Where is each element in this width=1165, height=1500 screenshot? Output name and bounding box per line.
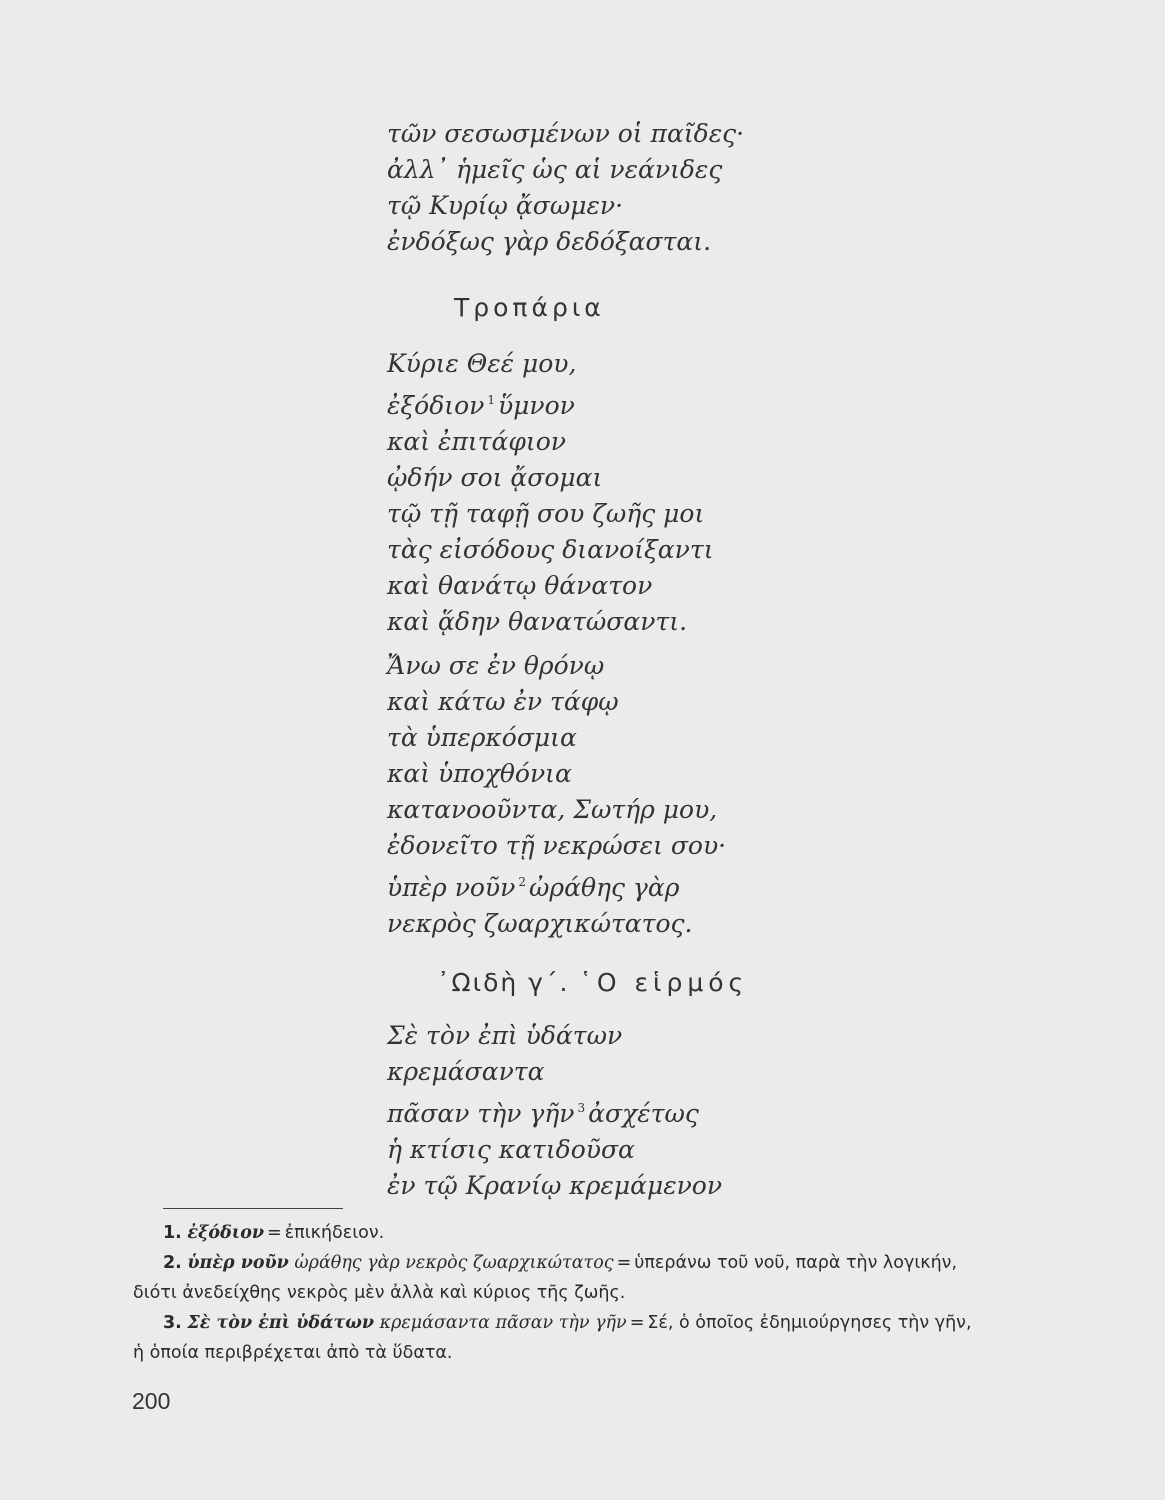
verse-line: ἐν τῷ Κρανίῳ κρεμάμενον	[387, 1171, 723, 1200]
footnote-divider	[163, 1208, 343, 1209]
verse-line: καὶ κάτω ἐν τάφῳ	[387, 687, 619, 716]
footnote-term: ἐξόδιον	[187, 1223, 265, 1243]
verse-word: πᾶσαν τὴν γῆν	[387, 1099, 575, 1128]
footnote-3	[133, 1308, 978, 1368]
verse-line	[387, 864, 887, 906]
footnote-term: Σὲ τὸν ἐπὶ ὑδάτων	[187, 1313, 375, 1333]
footnote-text: Σέ, ὁ ὁποῖος ἐδημιούργησες τὴν γῆν, ἡ ὁποία περιβρέχεται ἀπὸ τὰ ὕδατα.	[133, 1313, 972, 1363]
verse-line	[387, 1090, 887, 1132]
footnotes	[133, 1218, 978, 1368]
footnote-equals: =	[616, 1253, 632, 1273]
footnote-text: ὑπεράνω τοῦ νοῦ, παρὰ τὴν λογικήν, διότι ἀνεδείχθης νεκρὸς μὲν ἀλλὰ καὶ κύριος τῆς ζωῆς.	[133, 1253, 958, 1303]
verse-line: τῶν σεσωσμένων οἱ παῖδες·	[387, 119, 745, 148]
footnote-term-italic: κρεμάσαντα πᾶσαν τὴν γῆν	[379, 1313, 627, 1333]
footnote-number: 1.	[163, 1223, 182, 1243]
footnote-ref: 3	[577, 1101, 586, 1115]
verse-line: καὶ ᾅδην θανατώσαντι.	[387, 607, 688, 636]
ode-title: ᾿Ωιδὴ γ΄.	[437, 968, 570, 997]
verse-word: ὠράθης γὰρ	[528, 873, 680, 902]
verse-line: τὰς εἰσόδους διανοίξαντι	[387, 535, 714, 564]
verse-line: ἡ κτίσις κατιδοῦσα	[387, 1135, 635, 1164]
footnote-number: 2.	[163, 1253, 182, 1273]
irmos-stanza	[387, 1018, 887, 1204]
verse-line: ἀλλ᾽ ἡμεῖς ὡς αἱ νεάνιδες	[387, 155, 723, 184]
verse-word: ὕμνον	[497, 391, 575, 420]
verse-line: καὶ ἐπιτάφιον	[387, 427, 566, 456]
verse-line	[387, 382, 887, 424]
verse-word: ὑπὲρ νοῦν	[387, 873, 516, 902]
verse-line: Ἄνω σε ἐν θρόνῳ	[387, 651, 605, 680]
verse-line: τὰ ὑπερκόσμια	[387, 723, 577, 752]
footnote-term-italic: ὠράθης γὰρ νεκρὸς ζωαρχικώτατος	[294, 1253, 614, 1273]
footnote-equals: =	[267, 1223, 282, 1243]
verse-line: ἐδονεῖτο τῇ νεκρώσει σου·	[387, 831, 727, 860]
verse-line: ᾠδήν σοι ᾄσομαι	[387, 463, 603, 492]
verse-line: τῷ Κυρίῳ ᾄσωμεν·	[387, 191, 624, 220]
irmos-title: ῾Ο εἱρμός	[579, 968, 749, 997]
verse-line: κατανοοῦντα, Σωτήρ μου,	[387, 795, 718, 824]
stanza-1	[387, 116, 887, 260]
footnote-ref: 1	[487, 393, 495, 407]
verse-line: Κύριε Θεέ μου,	[387, 349, 577, 378]
section-heading-troparia: Τροπάρια	[454, 293, 605, 322]
verse-line: τῷ τῇ ταφῇ σου ζωῆς μοι	[387, 499, 705, 528]
section-heading-ode	[437, 968, 748, 997]
verse-line: Σὲ τὸν ἐπὶ ὑδάτων	[387, 1021, 623, 1050]
footnote-ref: 2	[518, 875, 526, 889]
verse-line: καὶ ὑποχθόνια	[387, 759, 572, 788]
troparion-stanza-b	[387, 648, 887, 942]
verse-line: ἐνδόξως γὰρ δεδόξασται.	[387, 227, 712, 256]
footnote-equals: =	[629, 1313, 645, 1333]
page-number: 200	[132, 1388, 171, 1414]
verse-line: νεκρὸς ζωαρχικώτατος.	[387, 909, 693, 938]
footnote-term: ὑπὲρ νοῦν	[187, 1253, 289, 1273]
footnote-text: ἐπικήδειον.	[284, 1223, 385, 1243]
troparion-stanza-a	[387, 346, 887, 640]
footnote-1	[133, 1218, 978, 1248]
verse-word: ἀσχέτως	[588, 1099, 699, 1128]
verse-line: κρεμάσαντα	[387, 1057, 545, 1086]
verse-line: καὶ θανάτῳ θάνατον	[387, 571, 653, 600]
footnote-number: 3.	[163, 1313, 182, 1333]
footnote-2	[133, 1248, 978, 1308]
verse-word: ἐξόδιον	[387, 391, 485, 420]
